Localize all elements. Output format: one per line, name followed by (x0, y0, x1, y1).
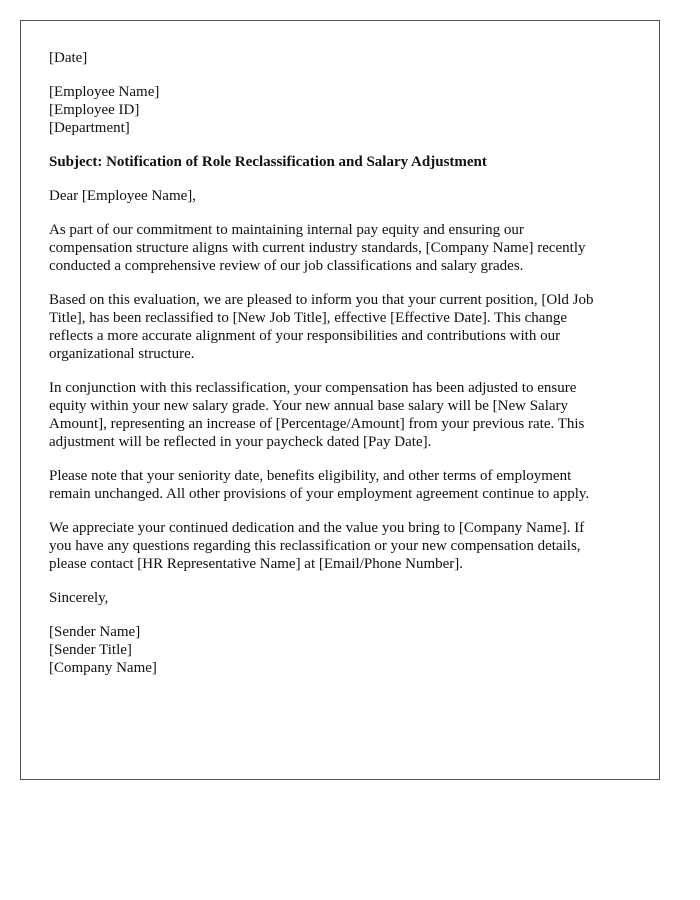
paragraph-line: Title], has been reclassified to [New Job Title], effective [Effective Date]. This change (49, 310, 568, 326)
body-paragraph-2 (49, 291, 635, 363)
recipient-department: [Department] (49, 120, 130, 136)
paragraph-line: reflects a more accurate alignment of your responsibilities and contributions with our (49, 328, 561, 344)
paragraph-line: Please note that your seniority date, benefits eligibility, and other terms of employment (49, 468, 572, 484)
paragraph-line: conducted a comprehensive review of our job classifications and salary grades. (49, 258, 524, 274)
letter-content (49, 49, 635, 693)
recipient-block (49, 83, 635, 137)
sender-block (49, 623, 635, 677)
body-paragraph-4 (49, 467, 635, 503)
paragraph-line: As part of our commitment to maintaining internal pay equity and ensuring our (49, 222, 524, 238)
paragraph-line: organizational structure. (49, 346, 195, 362)
recipient-id: [Employee ID] (49, 102, 140, 118)
paragraph-line: We appreciate your continued dedication and the value you bring to [Company Name]. If (49, 520, 585, 536)
salutation-block (49, 187, 635, 205)
letter-subject: Subject: Notification of Role Reclassification and Salary Adjustment (49, 154, 487, 170)
body-paragraph-1 (49, 221, 635, 275)
sender-name: [Sender Name] (49, 624, 141, 640)
paragraph-line: compensation structure aligns with current industry standards, [Company Name] recently (49, 240, 586, 256)
paragraph-line: you have any questions regarding this reclassification or your new compensation details, (49, 538, 581, 554)
letter-page (20, 20, 660, 780)
paragraph-line: adjustment will be reflected in your paycheck dated [Pay Date]. (49, 434, 432, 450)
body-paragraph-5 (49, 519, 635, 573)
closing-block (49, 589, 635, 607)
paragraph-line: In conjunction with this reclassification, your compensation has been adjusted to ensure (49, 380, 577, 396)
paragraph-line: Amount], representing an increase of [Percentage/Amount] from your previous rate. This (49, 416, 585, 432)
letter-date: [Date] (49, 50, 88, 66)
recipient-name: [Employee Name] (49, 84, 160, 100)
sender-company: [Company Name] (49, 660, 157, 676)
date-block (49, 49, 635, 67)
paragraph-line: equity within your new salary grade. Your new annual base salary will be [New Salary (49, 398, 569, 414)
paragraph-line: Based on this evaluation, we are pleased to inform you that your current position, [Old Job (49, 292, 594, 308)
paragraph-line: please contact [HR Representative Name] at [Email/Phone Number]. (49, 556, 464, 572)
paragraph-line: remain unchanged. All other provisions of your employment agreement continue to apply. (49, 486, 590, 502)
subject-block (49, 153, 635, 171)
letter-salutation: Dear [Employee Name], (49, 188, 197, 204)
sender-title: [Sender Title] (49, 642, 132, 658)
letter-closing: Sincerely, (49, 590, 109, 606)
body-paragraph-3 (49, 379, 635, 451)
